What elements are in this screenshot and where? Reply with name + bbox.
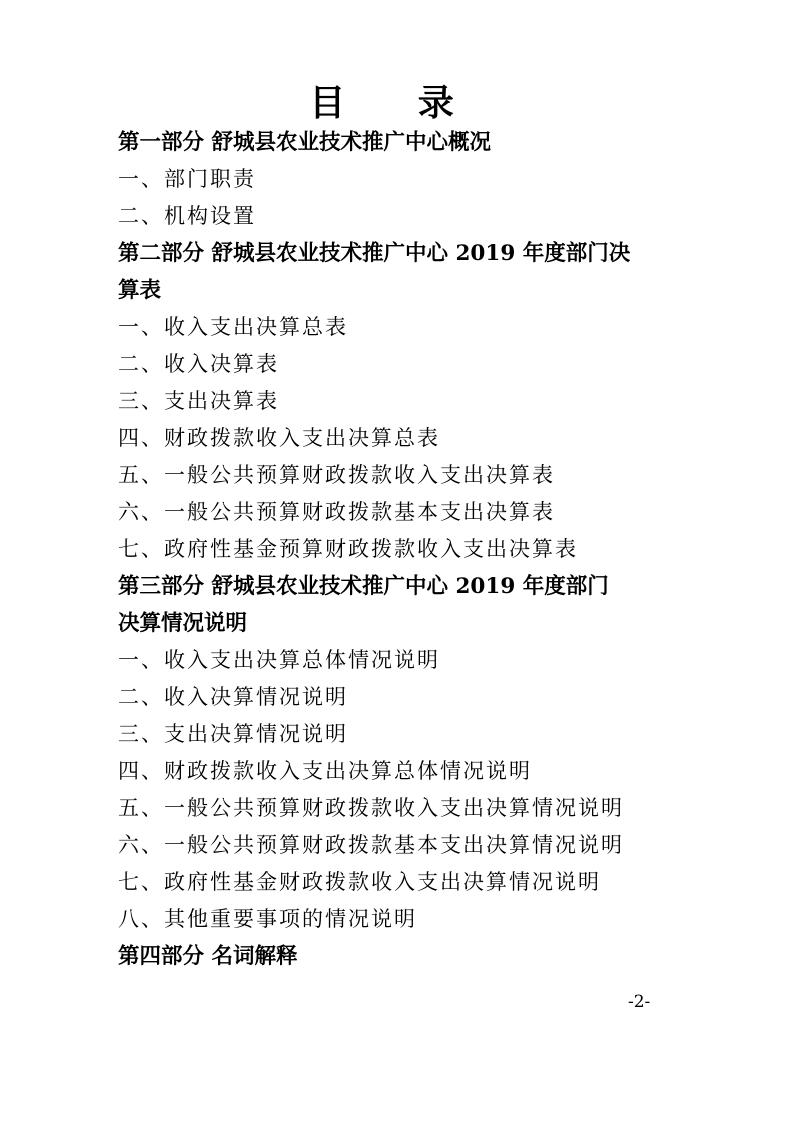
table-of-contents <box>118 124 678 975</box>
part2-item-3: 三、支出决算表 <box>118 389 279 413</box>
part2-heading-line2: 算表 <box>118 278 162 303</box>
part1-item-2: 二、机构设置 <box>118 204 256 228</box>
part3-item-6: 六、一般公共预算财政拨款基本支出决算情况说明 <box>118 833 624 857</box>
part2-item-6: 六、一般公共预算财政拨款基本支出决算表 <box>118 500 555 524</box>
part3-item-2: 二、收入决算情况说明 <box>118 685 348 709</box>
page-number: -2- <box>628 992 651 1012</box>
part2-item-5: 五、一般公共预算财政拨款收入支出决算表 <box>118 463 555 487</box>
part3-item-1: 一、收入支出决算总体情况说明 <box>118 648 440 672</box>
part3-item-4: 四、财政拨款收入支出决算总体情况说明 <box>118 759 532 783</box>
part1-heading: 第一部分 舒城县农业技术推广中心概况 <box>118 130 491 155</box>
part2-item-1: 一、收入支出决算总表 <box>118 315 348 339</box>
part3-item-7: 七、政府性基金财政拨款收入支出决算情况说明 <box>118 870 601 894</box>
part3-heading-line2: 决算情况说明 <box>118 611 248 636</box>
part2-item-7: 七、政府性基金预算财政拨款收入支出决算表 <box>118 537 578 561</box>
part2-item-4: 四、财政拨款收入支出决算总表 <box>118 426 440 450</box>
part3-item-5: 五、一般公共预算财政拨款收入支出决算情况说明 <box>118 796 624 820</box>
part4-heading: 第四部分 名词解释 <box>118 944 298 969</box>
part1-item-1: 一、部门职责 <box>118 167 256 191</box>
part2-item-2: 二、收入决算表 <box>118 352 279 376</box>
part2-heading-line1: 第二部分 舒城县农业技术推广中心 2019 年度部门决 <box>118 241 631 266</box>
page-title: 目 录 <box>309 82 484 124</box>
part3-item-8: 八、其他重要事项的情况说明 <box>118 907 417 931</box>
part3-item-3: 三、支出决算情况说明 <box>118 722 348 746</box>
part3-heading-line1: 第三部分 舒城县农业技术推广中心 2019 年度部门 <box>118 574 609 599</box>
